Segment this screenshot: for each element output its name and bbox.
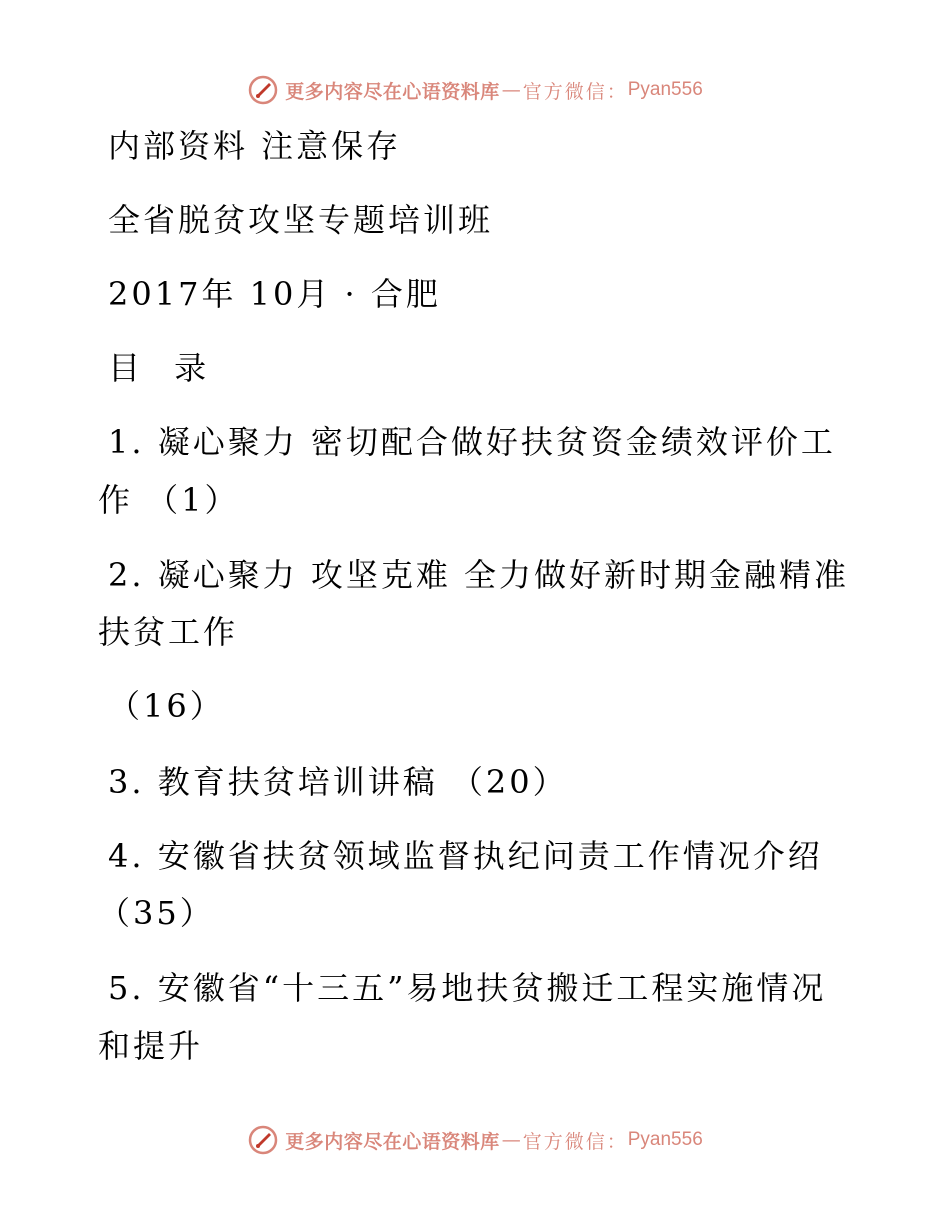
footer-banner — [0, 1120, 950, 1160]
toc-item-2-line3: （16） — [108, 687, 225, 725]
wechat-handle: Pyan556 — [627, 1129, 703, 1150]
brand-name: 更多内容尽在心语资料库 — [285, 1130, 500, 1153]
brand-name: 更多内容尽在心语资料库 — [285, 80, 500, 103]
brand-logo-icon — [247, 1124, 279, 1156]
toc-item-4-line2: （35） — [98, 894, 215, 932]
banner-separator: — — [501, 79, 521, 101]
banner-separator: — — [501, 1129, 521, 1151]
toc-item-3-line1: 3. 教育扶贫培训讲稿 （20） — [108, 763, 568, 801]
toc-heading: 目 录 — [108, 349, 219, 387]
toc-item-2-line2: 扶贫工作 — [98, 613, 239, 651]
toc-item-1-line2: 作 （1） — [98, 481, 240, 519]
date-place: 2017年 10月 · 合肥 — [108, 275, 441, 313]
brand-logo-icon — [247, 74, 279, 106]
wechat-label: 官方微信： — [522, 80, 628, 103]
header-banner — [0, 70, 950, 110]
wechat-label: 官方微信： — [522, 1130, 628, 1153]
toc-item-2-line1: 2. 凝心聚力 攻坚克难 全力做好新时期金融精准 — [108, 556, 850, 594]
notice-text: 内部资料 注意保存 — [108, 127, 402, 165]
toc-item-4-line1: 4. 安徽省扶贫领域监督执纪问责工作情况介绍 — [108, 837, 823, 875]
toc-item-1-line1: 1. 凝心聚力 密切配合做好扶贫资金绩效评价工 — [108, 423, 836, 461]
toc-item-5-line1: 5. 安徽省“十三五”易地扶贫搬迁工程实施情况 — [108, 969, 827, 1007]
document-title: 全省脱贫攻坚专题培训班 — [108, 201, 494, 239]
wechat-handle: Pyan556 — [627, 79, 703, 100]
toc-item-5-line2: 和提升 — [98, 1027, 204, 1065]
